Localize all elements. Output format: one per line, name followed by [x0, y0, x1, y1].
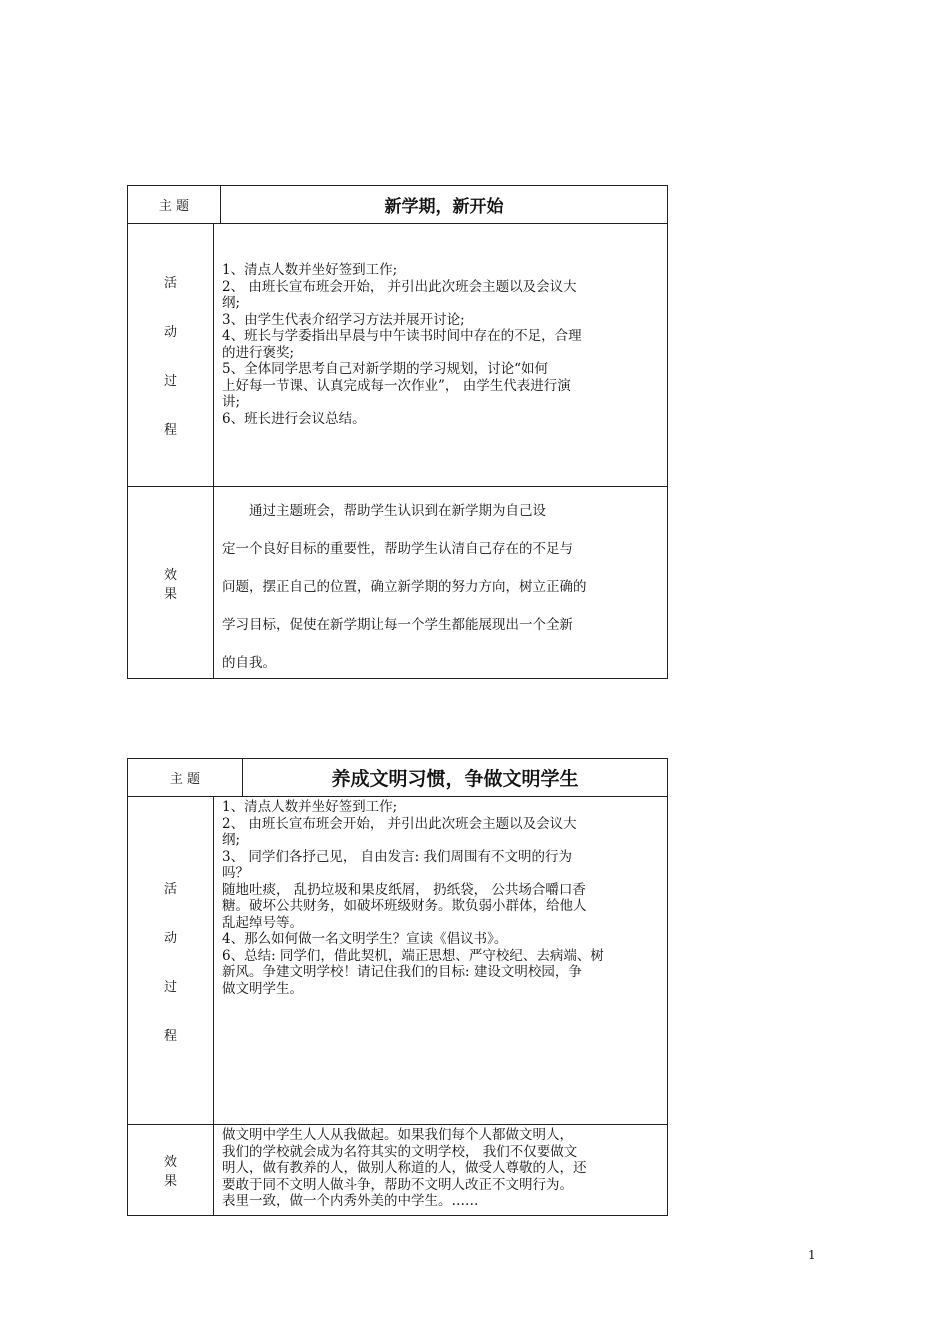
process-label-char: 活 — [163, 276, 177, 291]
process-line: 6、班长进行会议总结。 — [222, 410, 366, 427]
process-row — [128, 797, 667, 1125]
process-line: 5、全体同学思考自己对新学期的学习规划，讨论“如何 — [222, 361, 548, 377]
process-label-char: 程 — [163, 423, 177, 438]
meeting-title: 新学期，新开始 — [384, 197, 504, 217]
class-meeting-table-2 — [127, 758, 668, 1216]
process-line: 1、清点人数并坐好签到工作; — [222, 799, 398, 815]
effect-content — [214, 487, 667, 678]
process-label-char: 动 — [163, 325, 177, 340]
effect-line: 定一个良好目标的重要性，帮助学生认清自己存在的不足与 — [222, 541, 573, 557]
effect-row — [128, 487, 667, 678]
process-line: 3、由学生代表介绍学习方法并展开讨论; — [222, 311, 465, 328]
theme-label: 主 题 — [128, 759, 243, 796]
process-line: 1、清点人数并坐好签到工作; — [222, 262, 398, 278]
effect-content — [214, 1125, 667, 1215]
process-label — [128, 797, 214, 1124]
class-meeting-table-1 — [127, 185, 668, 679]
process-line: 4、班长与学委指出早晨与中午读书时间中存在的不足，合理 — [222, 328, 582, 344]
effect-label-char: 效 — [163, 1155, 177, 1170]
process-label-char: 程 — [163, 1028, 177, 1044]
process-label-char: 活 — [163, 881, 177, 897]
process-line: 糖。破坏公共财务，如破坏班级财务。欺负弱小群体，给他人 — [222, 898, 587, 914]
effect-line: 我们的学校就会成为名符其实的文明学校， 我们不仅要做文 — [222, 1143, 578, 1160]
process-line: 纲; — [222, 295, 241, 311]
meeting-title: 养成文明习惯，争做文明学生 — [331, 768, 579, 790]
process-line: 吗？ — [222, 865, 249, 881]
process-line: 纲; — [222, 832, 241, 848]
process-label-char: 动 — [163, 930, 177, 946]
theme-label: 主 题 — [128, 186, 221, 223]
effect-line: 问题，摆正自己的位置，确立新学期的努力方向，树立正确的 — [222, 579, 587, 595]
effect-row — [128, 1125, 667, 1215]
effect-label — [128, 487, 214, 678]
process-line: 乱起绰号等。 — [222, 914, 303, 931]
effect-line: 做文明中学生人人从我做起。如果我们每个人都做文明人， — [222, 1127, 573, 1143]
effect-line: 明人，做有教养的人，做别人称道的人，做受人尊敬的人，还 — [222, 1160, 587, 1176]
process-line: 随地吐痰， 乱扔垃圾和果皮纸屑， 扔纸袋， 公共场合嚼口香 — [222, 881, 586, 898]
theme-row — [128, 759, 667, 797]
process-row — [128, 224, 667, 487]
effect-line: 通过主题班会，帮助学生认识到在新学期为自己设 — [222, 503, 546, 519]
effect-label-char: 果 — [163, 586, 177, 602]
effect-label-char: 效 — [163, 567, 177, 583]
process-content — [214, 224, 667, 486]
process-line: 做文明学生。 — [222, 980, 303, 997]
effect-label — [128, 1125, 214, 1215]
page-number: 1 — [808, 1248, 816, 1262]
process-line: 的进行褒奖; — [222, 344, 295, 361]
process-label-char: 过 — [163, 979, 177, 995]
process-line: 2、 由班长宣布班会开始， 并引出此次班会主题以及会议大 — [222, 815, 577, 832]
effect-line: 学习目标，促使在新学期让每一个学生都能展现出一个全新 — [222, 617, 573, 633]
process-line: 3、 同学们各抒己见， 自由发言: 我们周围有不文明的行为 — [222, 848, 573, 865]
effect-line: 表里一致，做一个内秀外美的中学生。…… — [222, 1193, 479, 1209]
process-content — [214, 797, 667, 1124]
process-line: 上好每一节课、认真完成每一次作业”， 由学生代表进行演 — [222, 377, 571, 394]
process-line: 4、那么如何做一名文明学生？宣读《倡议书》。 — [222, 931, 508, 947]
effect-line: 的自我。 — [222, 655, 276, 671]
process-line: 6、总结: 同学们，借此契机，端正思想、严守校纪、去病端、树 — [222, 947, 604, 964]
process-line: 讲; — [222, 394, 241, 410]
process-line: 新风。争建文明学校！请记住我们的目标: 建设文明校园，争 — [222, 964, 582, 980]
process-label-char: 过 — [163, 374, 177, 389]
effect-label-char: 果 — [163, 1174, 177, 1189]
effect-line: 要敢于同不文明人做斗争，帮助不文明人改正不文明行为。 — [222, 1176, 573, 1193]
process-line: 2、 由班长宣布班会开始， 并引出此次班会主题以及会议大 — [222, 278, 577, 295]
process-label — [128, 224, 214, 486]
theme-row — [128, 186, 667, 224]
